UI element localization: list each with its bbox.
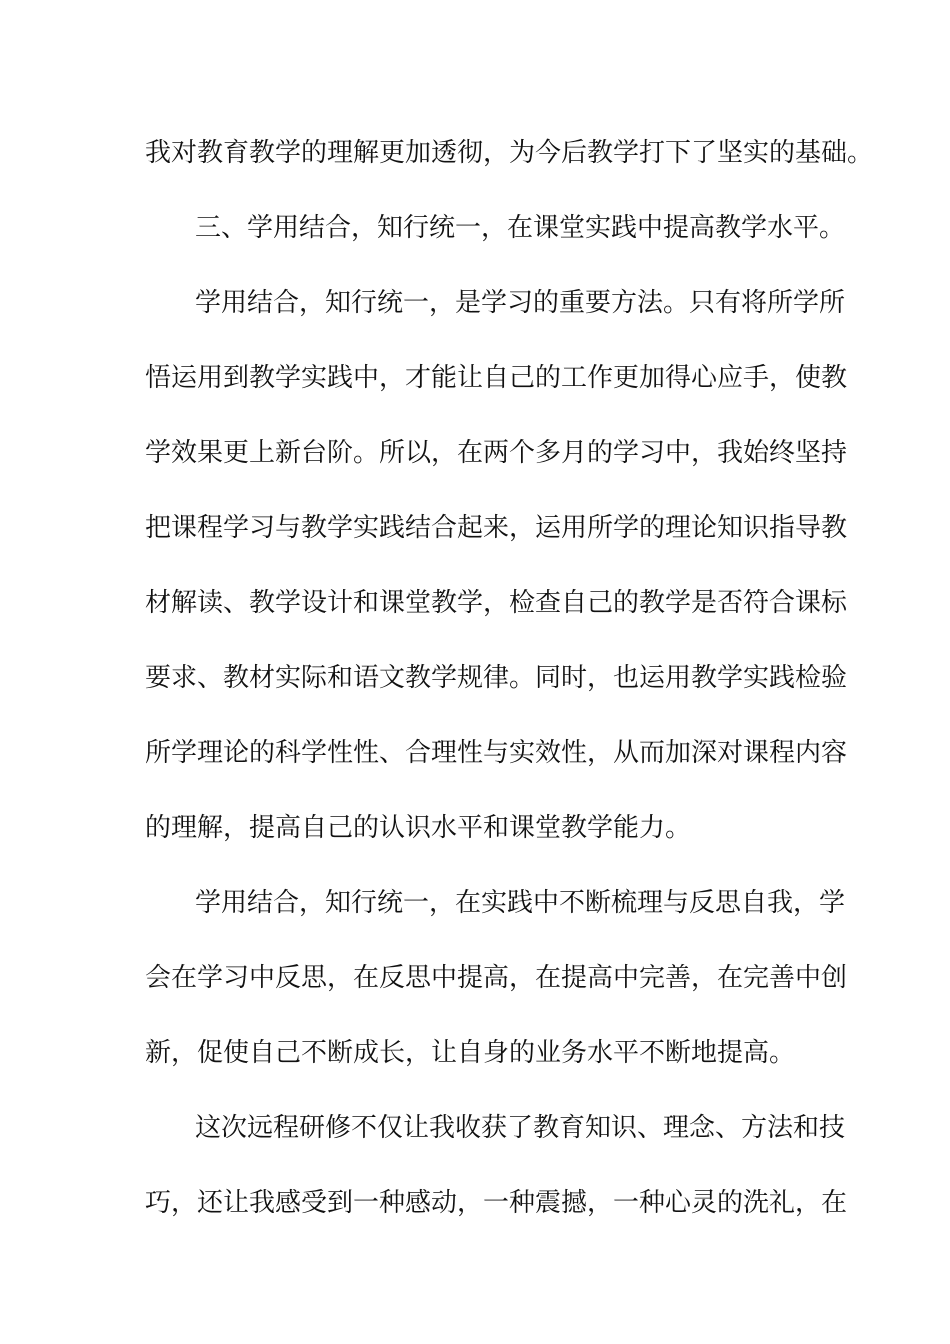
text-line: 学用结合，知行统一，是学习的重要方法。只有将所学所 (195, 288, 846, 318)
text-line: 新，促使自己不断成长，让自身的业务水平不断地提高。 (145, 1038, 796, 1068)
document-body (145, 127, 874, 1252)
text-line: 所学理论的科学性性、合理性与实效性，从而加深对课程内容 (145, 738, 848, 768)
text-line: 的理解，提高自己的认识水平和课堂教学能力。 (145, 813, 692, 843)
text-line: 要求、教材实际和语文教学规律。同时，也运用教学实践检验 (145, 663, 848, 693)
section-heading: 三、学用结合，知行统一，在课堂实践中提高教学水平。 (195, 213, 846, 243)
text-line: 学用结合，知行统一，在实践中不断梳理与反思自我，学 (195, 888, 846, 918)
text-line: 这次远程研修不仅让我收获了教育知识、理念、方法和技 (195, 1113, 846, 1143)
text-line: 巧，还让我感受到一种感动，一种震撼，一种心灵的洗礼，在 (145, 1188, 848, 1218)
text-line: 学效果更上新台阶。所以，在两个多月的学习中，我始终坚持 (145, 438, 848, 468)
text-line: 悟运用到教学实践中，才能让自己的工作更加得心应手，使教 (145, 363, 848, 393)
text-line: 会在学习中反思，在反思中提高，在提高中完善，在完善中创 (145, 963, 848, 993)
text-line: 我对教育教学的理解更加透彻，为今后教学打下了坚实的基础。 (145, 138, 874, 168)
text-line: 把课程学习与教学实践结合起来，运用所学的理论知识指导教 (145, 513, 848, 543)
text-line: 材解读、教学设计和课堂教学，检查自己的教学是否符合课标 (145, 588, 848, 618)
